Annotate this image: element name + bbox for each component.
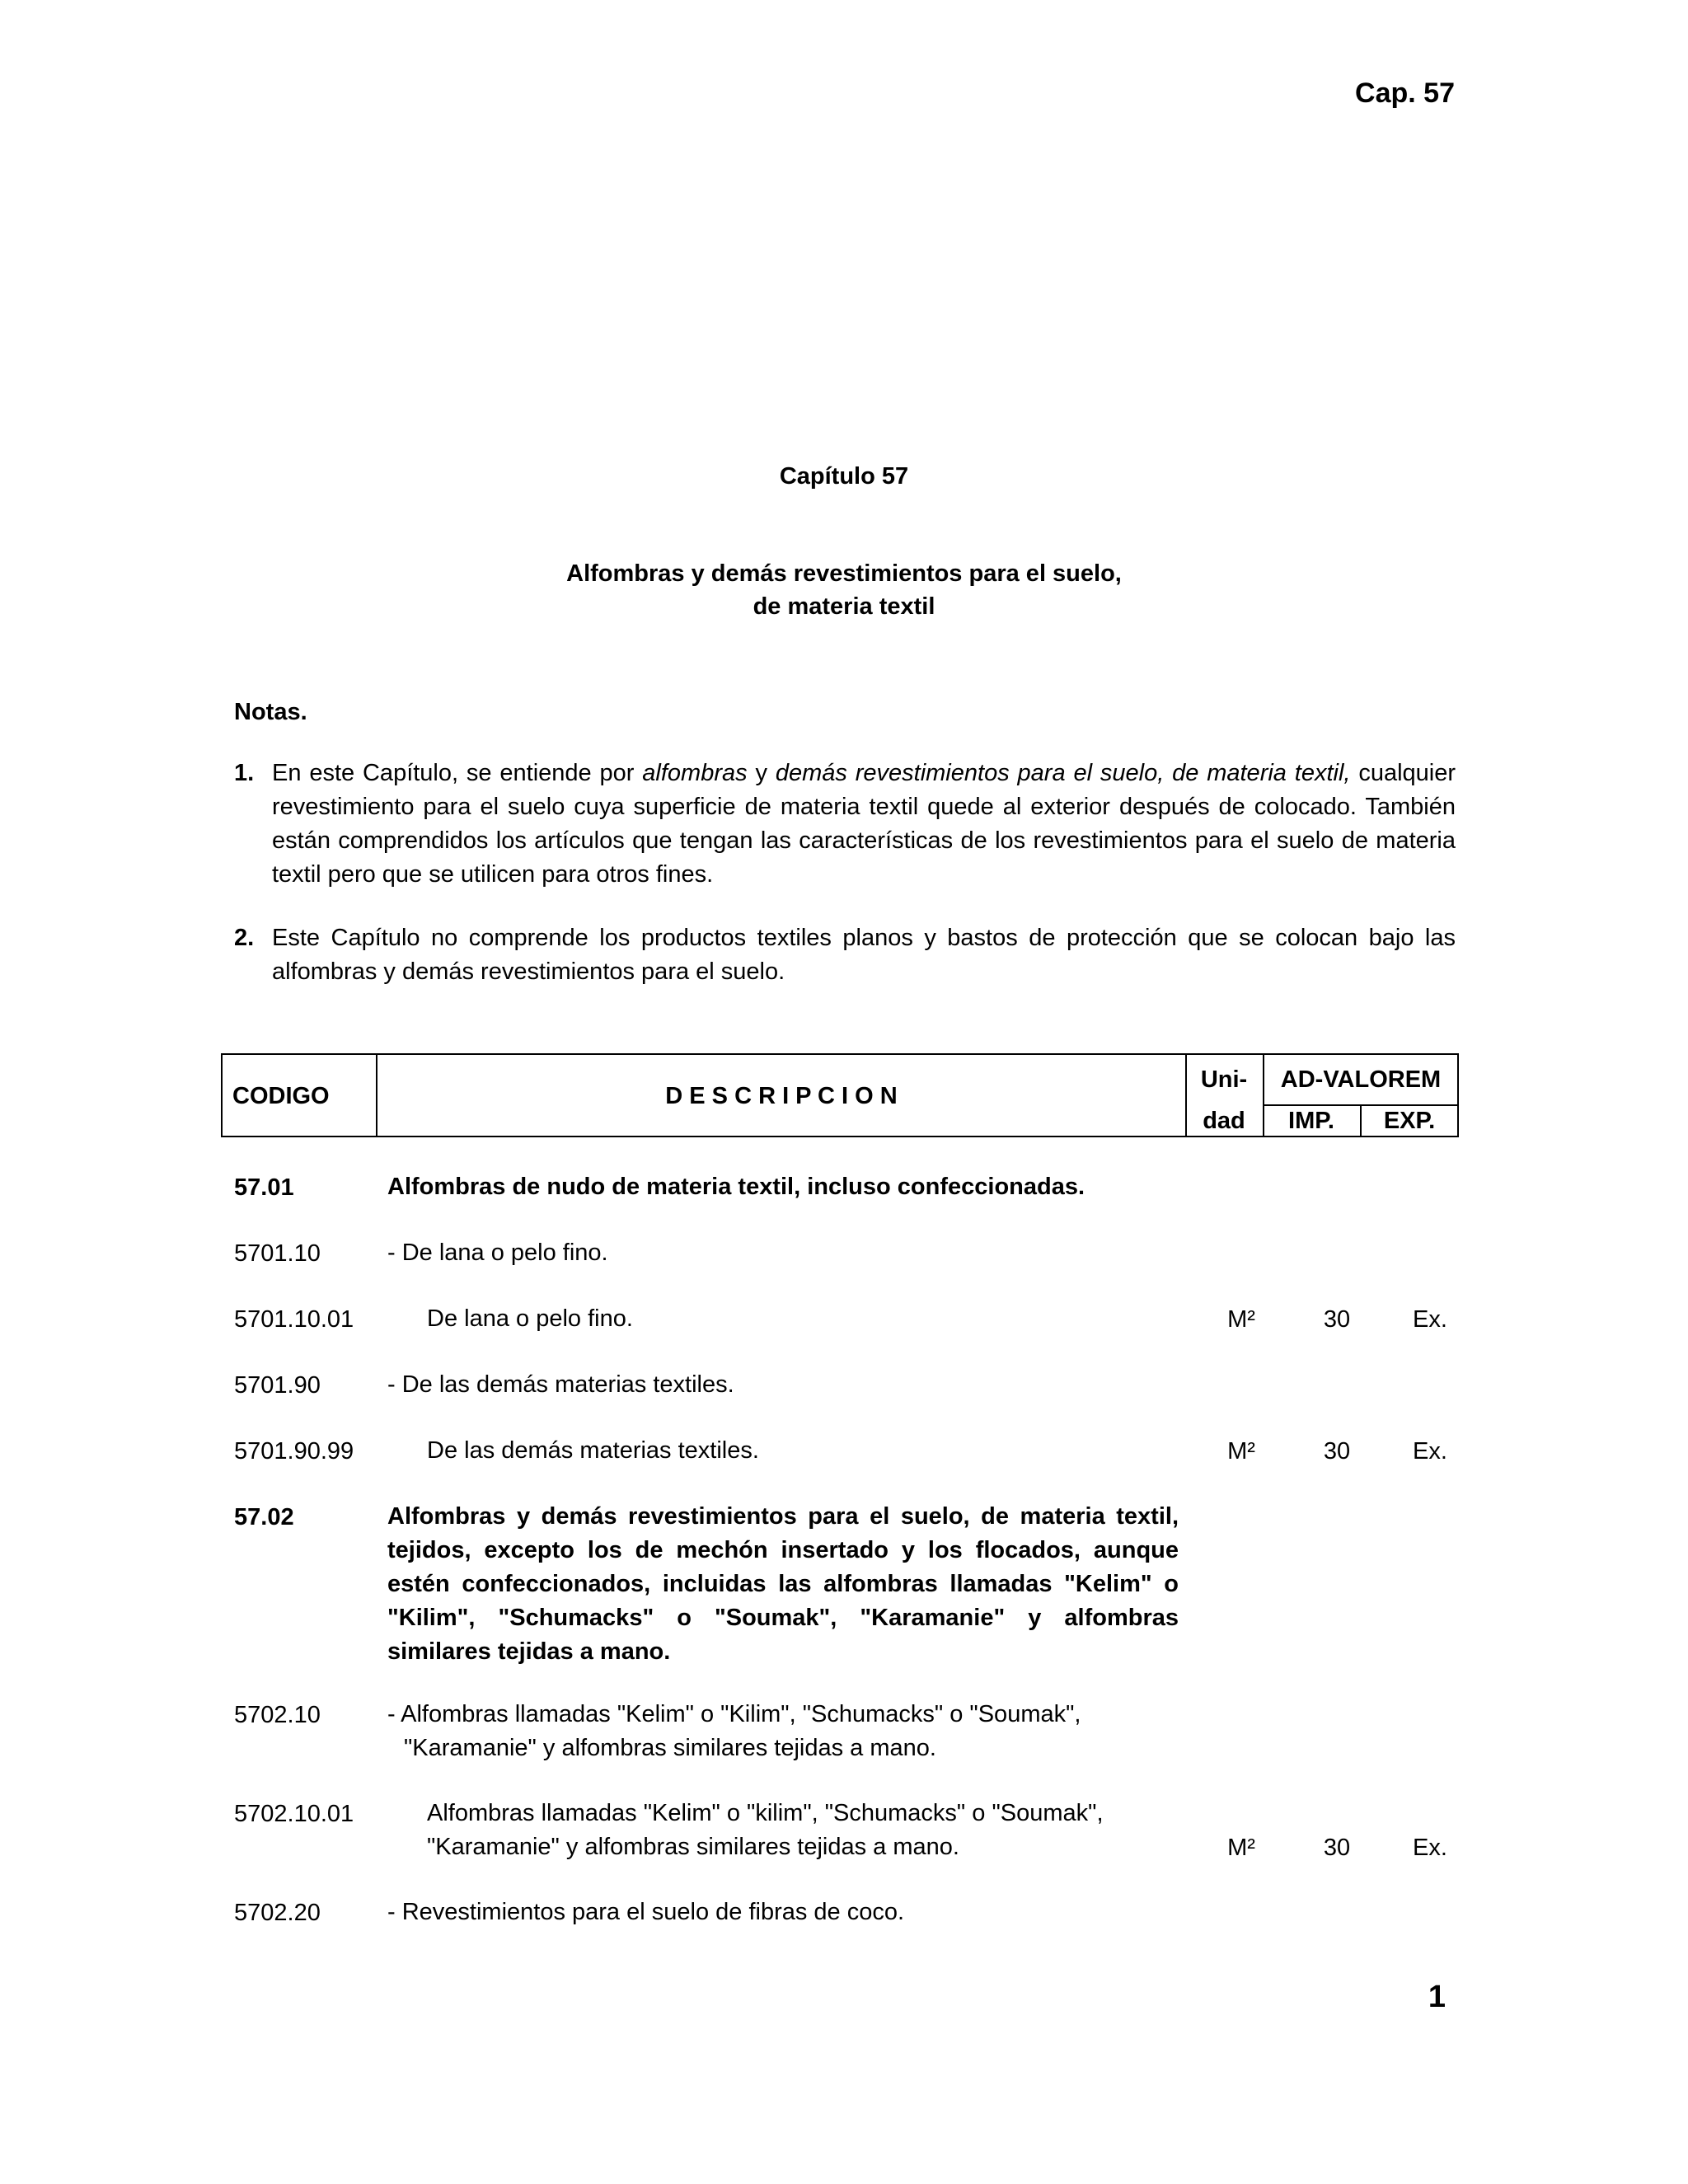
row-unit: M² [1227, 1306, 1255, 1333]
row-imp: 30 [1323, 1306, 1351, 1333]
row-code: 57.02 [234, 1504, 294, 1530]
row-description: De lana o pelo fino. [427, 1305, 633, 1332]
tariff-table-header [221, 1053, 1459, 1137]
row-code: 5701.10 [234, 1240, 321, 1267]
note-1 [234, 757, 1456, 892]
row-description: De las demás materias textiles. [427, 1437, 759, 1464]
header-advalorem: AD-VALOREM [1280, 1066, 1442, 1093]
row-code: 5701.10.01 [234, 1306, 354, 1333]
page-number: 1 [1428, 1980, 1446, 2014]
row-description: - De lana o pelo fino. [387, 1240, 608, 1266]
row-code: 5702.10.01 [234, 1801, 354, 1827]
header-description: D E S C R I P C I O N [665, 1083, 898, 1109]
row-code: 5701.90.99 [234, 1438, 354, 1465]
note-text: En este Capítulo, se entiende por alfombras y demás revestimientos para el suelo, de materia textil, cualquier revestimiento para el suelo cuya superficie de materia textil quede al exterior después de colocado. También están comprendidos los artículos que tengan las características de los revestimientos para el suelo de materia textil pero que se utilicen para otros fines. [272, 760, 1456, 888]
row-exp: Ex. [1413, 1438, 1447, 1465]
chapter-subtitle-line2: de materia textil [753, 593, 935, 620]
row-description [427, 1797, 1169, 1864]
row-unit: M² [1227, 1835, 1255, 1861]
chapter-header-label: Cap. 57 [1355, 77, 1455, 109]
row-code: 5702.10 [234, 1702, 321, 1728]
row-description-line: "Karamanie" y alfombras similares tejidas a mano. [404, 1735, 936, 1761]
row-code: 5701.90 [234, 1372, 321, 1399]
row-description: Alfombras de nudo de materia textil, incluso confeccionadas. [387, 1174, 1085, 1200]
note-2 [234, 921, 1456, 989]
row-description-line: Alfombras llamadas "Kelim" o "kilim", "Schumacks" o "Soumak", [427, 1800, 1104, 1826]
row-exp: Ex. [1413, 1306, 1447, 1333]
header-imp: IMP. [1288, 1108, 1334, 1134]
note-number: 1. [234, 760, 255, 786]
row-description-line: "Karamanie" y alfombras similares tejidas a mano. [427, 1834, 959, 1860]
row-exp: Ex. [1413, 1835, 1447, 1861]
note-text: Este Capítulo no comprende los productos textiles planos y bastos de protección que se colocan bajo las alfombras y demás revestimientos para el suelo. [272, 925, 1456, 985]
row-description [387, 1698, 1294, 1765]
note-number: 2. [234, 925, 255, 951]
header-code: CODIGO [232, 1083, 330, 1109]
chapter-title: Capítulo 57 [779, 463, 909, 490]
row-description: Alfombras y demás revestimientos para el suelo, de materia textil, tejidos, excepto los de mechón insertado y los flocados, aunque estén confeccionados, incluidas las alfombras llamadas "Kelim" o "Kilim", "Schumacks" o "Soumak", "Karamanie" y alfombras similares tejidas a mano. [387, 1503, 1179, 1665]
row-description: - De las demás materias textiles. [387, 1371, 734, 1398]
header-unit-line1: Uni- [1200, 1066, 1248, 1093]
row-imp: 30 [1323, 1438, 1351, 1465]
row-code: 5702.20 [234, 1900, 321, 1926]
row-unit: M² [1227, 1438, 1255, 1465]
chapter-subtitle-line1: Alfombras y demás revestimientos para el suelo, [566, 560, 1122, 587]
row-description: - Revestimientos para el suelo de fibras de coco. [387, 1899, 905, 1925]
header-unit-line2: dad [1203, 1108, 1245, 1134]
row-description-line: - Alfombras llamadas "Kelim" o "Kilim", "Schumacks" o "Soumak", [387, 1701, 1081, 1727]
header-exp: EXP. [1383, 1108, 1436, 1134]
row-code: 57.01 [234, 1174, 294, 1201]
notes-heading: Notas. [234, 699, 307, 725]
row-imp: 30 [1323, 1835, 1351, 1861]
